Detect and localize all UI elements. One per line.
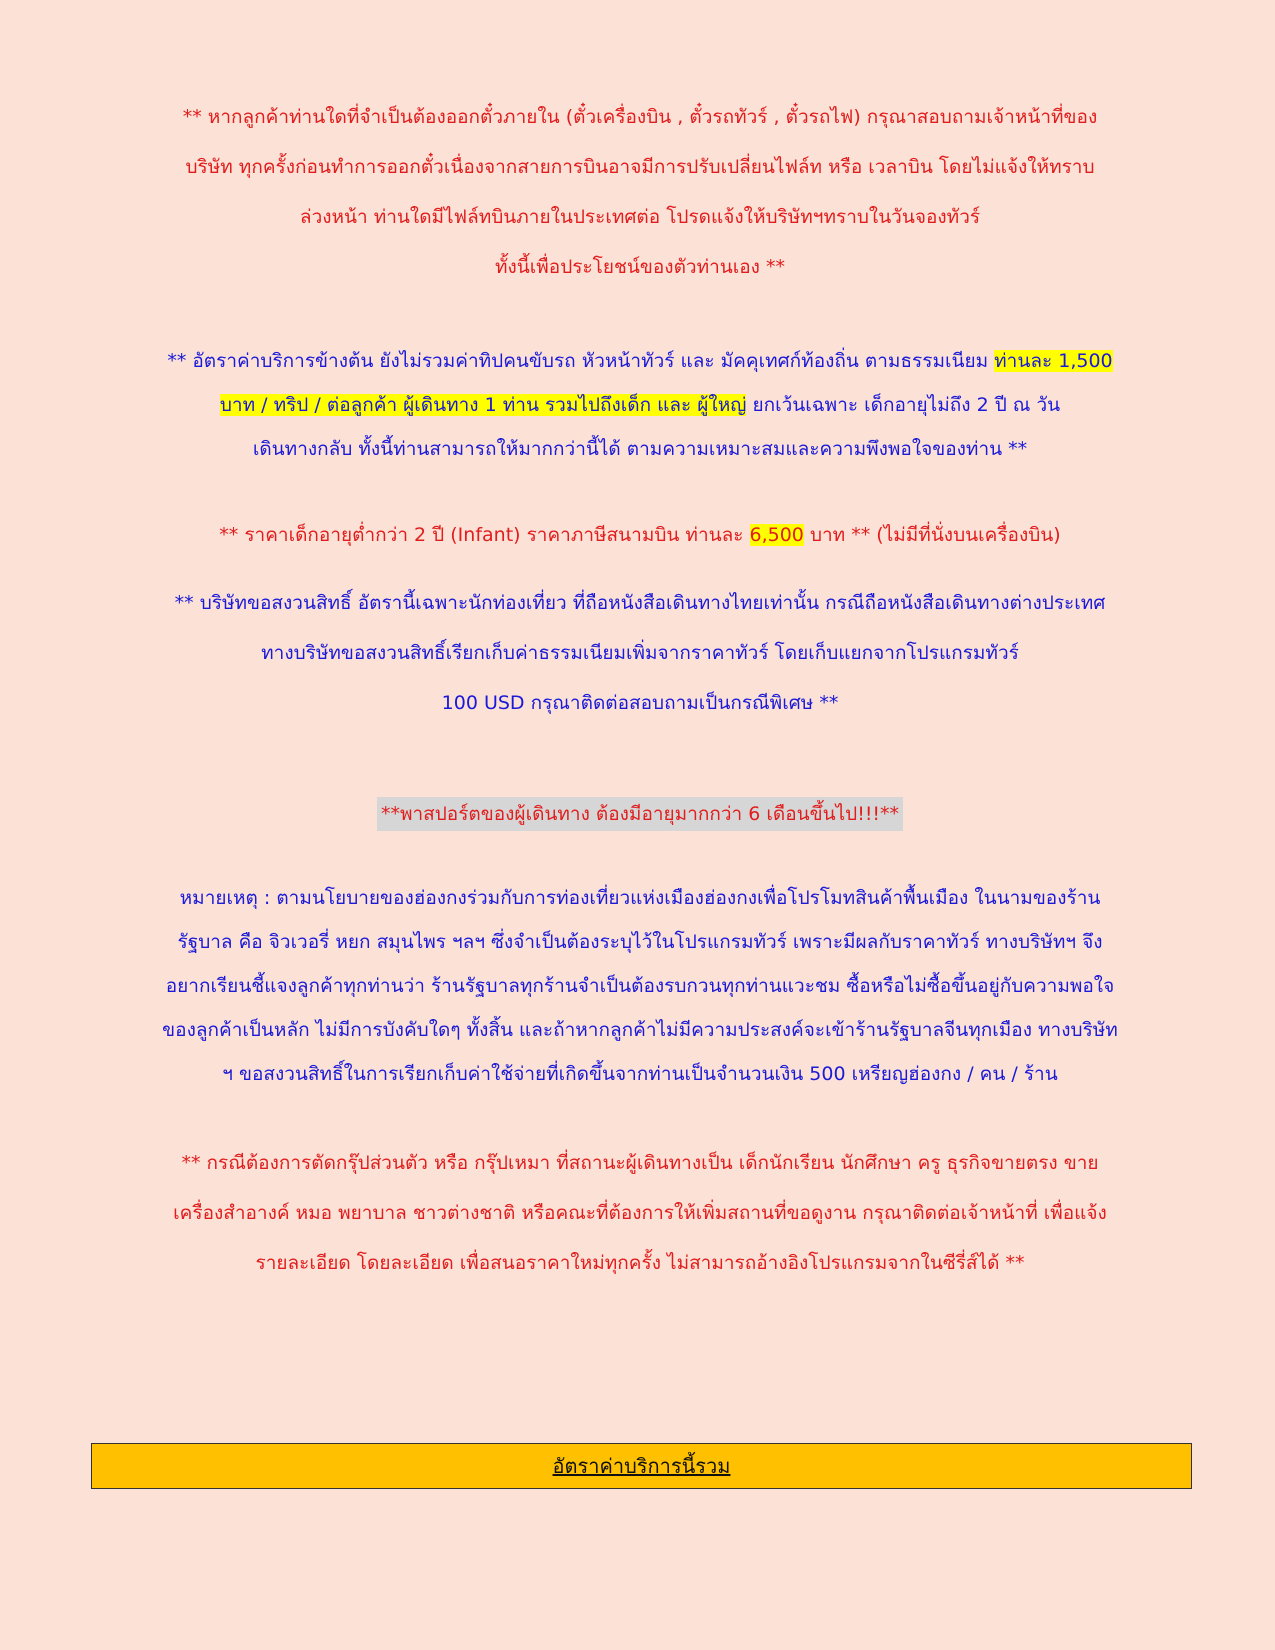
tip-notice <box>95 339 1185 471</box>
notice-line: ล่วงหน้า ท่านใดมีไฟล์ทบินภายในประเทศต่อ โปรดแจ้งให้บริษัทฯทราบในวันจองทัวร์ <box>299 206 981 228</box>
remark-notice <box>95 876 1185 1096</box>
infant-notice <box>95 515 1185 555</box>
notice-line: รัฐบาล คือ จิวเวอรี่ หยก สมุนไพร ฯลฯ ซึ่งจำเป็นต้องระบุไว้ในโปรแกรมทัวร์ เพราะมีผลกับราคาทัวร์ ทางบริษัทฯ จึง <box>177 931 1103 953</box>
notice-line <box>95 339 1185 383</box>
passport-validity-highlight: **พาสปอร์ตของผู้เดินทาง ต้องมีอายุมากกว่า 6 เดือนขึ้นไป!!!** <box>377 797 903 831</box>
notice-line <box>95 383 1185 427</box>
notice-line: ฯ ขอสงวนสิทธิ์ในการเรียกเก็บค่าใช้จ่ายที่เกิดขึ้นจากท่านเป็นจำนวนเงิน 500 เหรียญฮ่องกง / คน / ร้าน <box>222 1063 1058 1085</box>
notice-line: หมายเหตุ : ตามนโยบายของฮ่องกงร่วมกับการท่องเที่ยวแห่งเมืองฮ่องกงเพื่อโปรโมทสินค้าพื้นเมือง ในนามของร้าน <box>179 887 1101 909</box>
infant-text: ** ราคาเด็กอายุต่ำกว่า 2 ปี (Infant) ราคาภาษีสนามบิน ท่านละ <box>219 524 750 546</box>
group-notice <box>95 1138 1185 1288</box>
passport-validity-notice <box>95 794 1185 834</box>
included-section-header <box>91 1443 1192 1489</box>
notice-line: ** หากลูกค้าท่านใดที่จำเป็นต้องออกตั๋วภายใน (ตั๋วเครื่องบิน , ตั๋วรถทัวร์ , ตั๋วรถไฟ) กรุณาสอบถามเจ้าหน้าที่ของ <box>182 106 1098 128</box>
domestic-ticket-notice <box>95 92 1185 292</box>
notice-line: 100 USD กรุณาติดต่อสอบถามเป็นกรณีพิเศษ ** <box>441 692 839 714</box>
notice-line: รายละเอียด โดยละเอียด เพื่อสนอราคาใหม่ทุกครั้ง ไม่สามารถอ้างอิงโปรแกรมจากในซีรี่ส์ได้ ** <box>255 1252 1025 1274</box>
notice-line: ทางบริษัทขอสงวนสิทธิ์เรียกเก็บค่าธรรมเนียมเพิ่มจากราคาทัวร์ โดยเก็บแยกจากโปรแกรมทัวร์ <box>261 642 1019 664</box>
infant-price-highlight: 6,500 <box>749 524 804 546</box>
tip-text: ยกเว้นเฉพาะ เด็กอายุไม่ถึง 2 ปี ณ วัน <box>746 394 1061 416</box>
tip-rate-highlight: ท่านละ 1,500 <box>994 350 1113 372</box>
tip-rate-highlight: บาท / ทริป / ต่อลูกค้า ผู้เดินทาง 1 ท่าน รวมไปถึงเด็ก และ ผู้ใหญ่ <box>219 394 747 416</box>
notice-line: ของลูกค้าเป็นหลัก ไม่มีการบังคับใดๆ ทั้งสิ้น และถ้าหากลูกค้าไม่มีความประสงค์จะเข้าร้านรัฐบาลจีนทุกเมือง ทางบริษัท <box>162 1019 1118 1041</box>
notice-line: เครื่องสำอางค์ หมอ พยาบาล ชาวต่างชาติ หรือคณะที่ต้องการให้เพิ่มสถานที่ขอดูงาน กรุณาติดต่อเจ้าหน้าที่ เพื่อแจ้ง <box>173 1202 1107 1224</box>
infant-text: บาท ** (ไม่มีที่นั่งบนเครื่องบิน) <box>803 524 1061 546</box>
included-section-title: อัตราค่าบริการนี้รวม <box>552 1454 731 1478</box>
notice-line <box>95 515 1185 555</box>
passport-rights-notice <box>95 578 1185 728</box>
tip-text: ** อัตราค่าบริการข้างต้น ยังไม่รวมค่าทิปคนขับรถ หัวหน้าทัวร์ และ มัคคุเทศก์ท้องถิ่น ตามธรรมเนียม <box>167 350 995 372</box>
notice-line: อยากเรียนชี้แจงลูกค้าทุกท่านว่า ร้านรัฐบาลทุกร้านจำเป็นต้องรบกวนทุกท่านแวะชม ซื้อหรือไม่ซื้อขึ้นอยู่กับความพอใจ <box>165 975 1115 997</box>
notice-line: บริษัท ทุกครั้งก่อนทำการออกตั๋วเนื่องจากสายการบินอาจมีการปรับเปลี่ยนไฟล์ท หรือ เวลาบิน โดยไม่แจ้งให้ทราบ <box>185 156 1095 178</box>
notice-line: ** บริษัทขอสงวนสิทธิ์ อัตรานี้เฉพาะนักท่องเที่ยว ที่ถือหนังสือเดินทางไทยเท่านั้น กรณีถือหนังสือเดินทางต่างประเทศ <box>174 592 1106 614</box>
notice-line: ** กรณีต้องการตัดกรุ๊ปส่วนตัว หรือ กรุ๊ปเหมา ที่สถานะผู้เดินทางเป็น เด็กนักเรียน นักศึกษา ครู ธุรกิจขายตรง ขาย <box>181 1152 1099 1174</box>
notice-line: เดินทางกลับ ทั้งนี้ท่านสามารถให้มากกว่านี้ได้ ตามความเหมาะสมและความพึงพอใจของท่าน ** <box>252 438 1028 460</box>
notice-line: ทั้งนี้เพื่อประโยชน์ของตัวท่านเอง ** <box>494 256 785 278</box>
